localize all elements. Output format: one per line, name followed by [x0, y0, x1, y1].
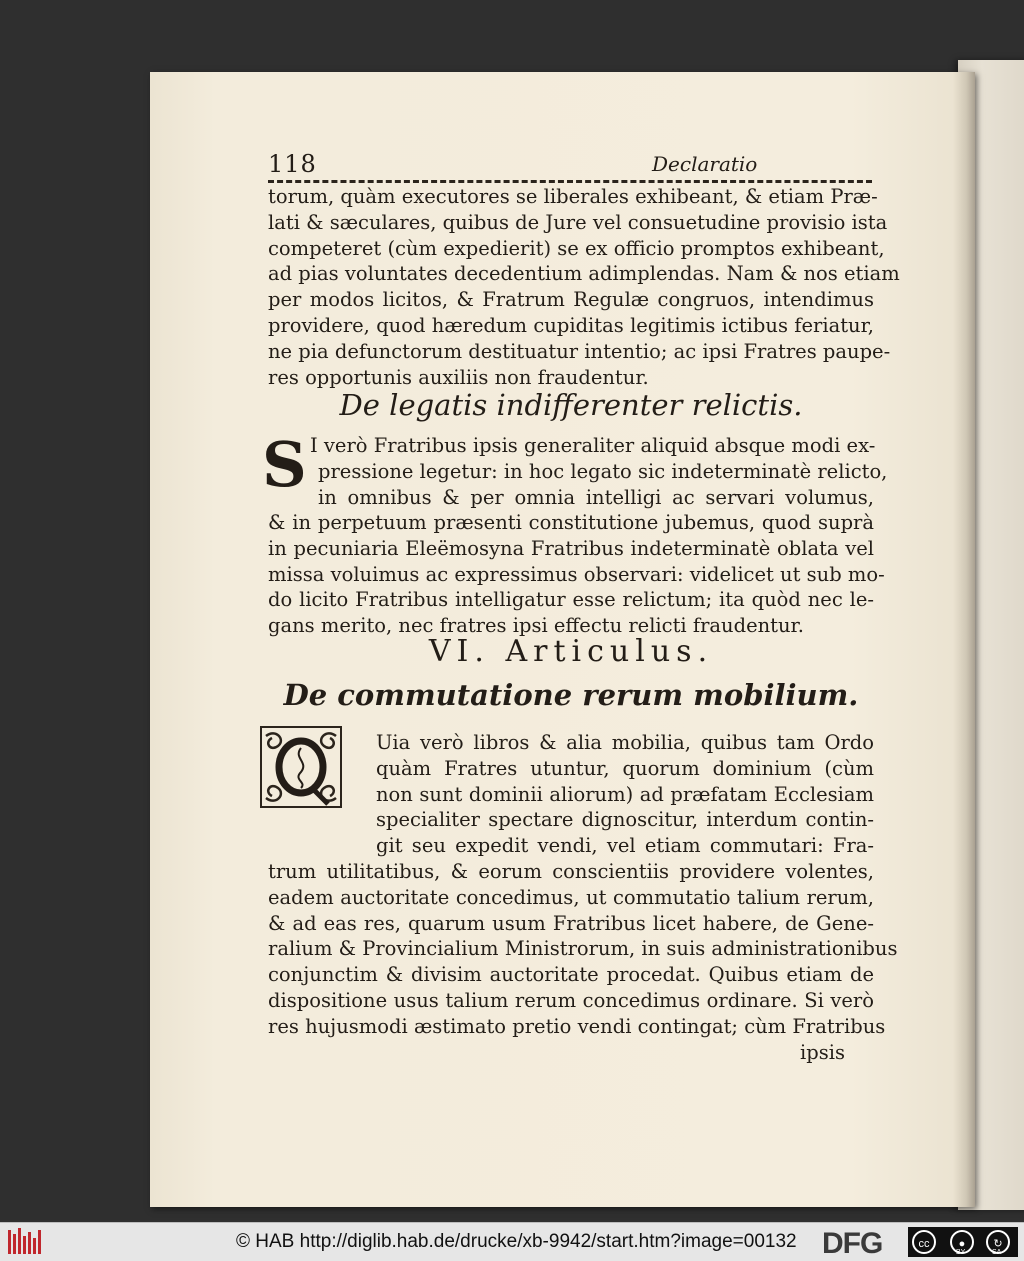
running-head: [268, 150, 868, 178]
text-line: eadem auctoritate concedimus, ut commutatio talium rerum,: [268, 885, 874, 909]
sa-sharealike-icon: ↻: [986, 1230, 1010, 1254]
text-line: & in perpetuum præsenti constitutione jubemus, quod suprà: [268, 511, 874, 534]
by-attribution-icon: ●: [950, 1230, 974, 1254]
footer-bar: [0, 1222, 1024, 1261]
page-gutter-shadow: [953, 72, 975, 1207]
by-label: BY: [956, 1249, 966, 1256]
text-line: res opportunis auxiliis non fraudentur.: [268, 365, 649, 389]
section-heading-legatis: De legatis indifferenter relictis.: [339, 388, 803, 422]
text-line: missa voluimus ac expressimus observari: videlicet ut sub mo-: [268, 562, 885, 586]
text-line: torum, quàm executores se liberales exhibeant, & etiam Præ-: [268, 185, 878, 208]
text-line: res hujusmodi æstimato pretio vendi contingat; cùm Fratribus: [268, 1014, 886, 1038]
dfg-logo[interactable]: DFG: [822, 1227, 883, 1260]
text-line: in pecuniaria Eleëmosyna Fratribus indeterminatè oblata vel: [268, 536, 874, 560]
sa-label: SA: [992, 1249, 1002, 1256]
cc-license-badge[interactable]: [908, 1227, 1018, 1257]
text-line: ne pia defunctorum destituatur intentio; ac ipsi Fratres paupe-: [268, 339, 891, 363]
paragraph-3-indented: [376, 730, 874, 859]
text-line: in omnibus & per omnia intelligi ac servari volumus,: [318, 485, 874, 509]
text-line: ralium & Provincialium Ministrorum, in suis administrationibus: [268, 937, 898, 961]
paragraph-3: [268, 859, 898, 1040]
text-line: per modos licitos, & Fratrum Regulæ congruos, intendimus: [268, 288, 874, 312]
header-rule: [268, 180, 872, 183]
text-line: conjunctim & divisim auctoritate procedat. Quibus etiam de: [268, 963, 874, 987]
drop-cap-s: S: [262, 428, 307, 501]
hab-barcode-logo-icon[interactable]: [8, 1228, 44, 1256]
article-heading: VI. Articulus.: [428, 634, 714, 669]
text-line: gans merito, nec fratres ipsi effectu relicti fraudentur.: [268, 614, 804, 638]
text-line: pressione legetur: in hoc legato sic indeterminatè relicto,: [318, 459, 888, 483]
text-line: providere, quod hæredum cupiditas legitimis ictibus feriatur,: [268, 313, 874, 337]
text-line: do licito Fratribus intelligatur esse relictum; ita quòd nec le-: [268, 588, 874, 612]
text-line: specialiter spectare dignoscitur, interdum contin-: [376, 808, 874, 832]
text-line: non sunt dominii aliorum) ad præfatam Ecclesiam: [376, 782, 874, 806]
catchword: ipsis: [800, 1041, 845, 1064]
citation-link[interactable]: © HAB http://diglib.hab.de/drucke/xb-9942/start.htm?image=00132: [236, 1231, 797, 1252]
text-line: ad pias voluntates decedentium adimplendas. Nam & nos etiam: [268, 262, 900, 286]
text-line: lati & sæculares, quibus de Jure vel consuetudine provisio ista: [268, 210, 888, 234]
text-line: competeret (cùm expedierit) se ex officio promptos exhibeant,: [268, 236, 885, 260]
cc-icon: cc: [912, 1230, 936, 1254]
paragraph-1: [268, 184, 900, 390]
text-line: Uia verò libros & alia mobilia, quibus tam Ordo: [376, 731, 874, 754]
running-title: Declaratio: [652, 152, 758, 176]
text-line: & ad eas res, quarum usum Fratribus licet habere, de Gene-: [268, 911, 874, 935]
book-page: [150, 72, 975, 1207]
text-line: quàm Fratres utuntur, quorum dominium (cùm: [376, 756, 874, 780]
ornamental-drop-cap-q-icon: [260, 726, 342, 808]
text-line: trum utilitatibus, & eorum conscientiis providere volentes,: [268, 860, 874, 883]
paragraph-2: [268, 510, 885, 639]
section-heading-commutatione: De commutatione rerum mobilium.: [283, 678, 859, 712]
page-number: 118: [268, 150, 317, 178]
text-line: dispositione usus talium rerum concedimus ordinare. Si verò: [268, 988, 874, 1012]
text-line: I verò Fratribus ipsis generaliter aliquid absque modi ex-: [310, 434, 876, 457]
paragraph-2-indented: [310, 433, 888, 510]
text-line: git seu expedit vendi, vel etiam commutari: Fra-: [376, 834, 874, 858]
